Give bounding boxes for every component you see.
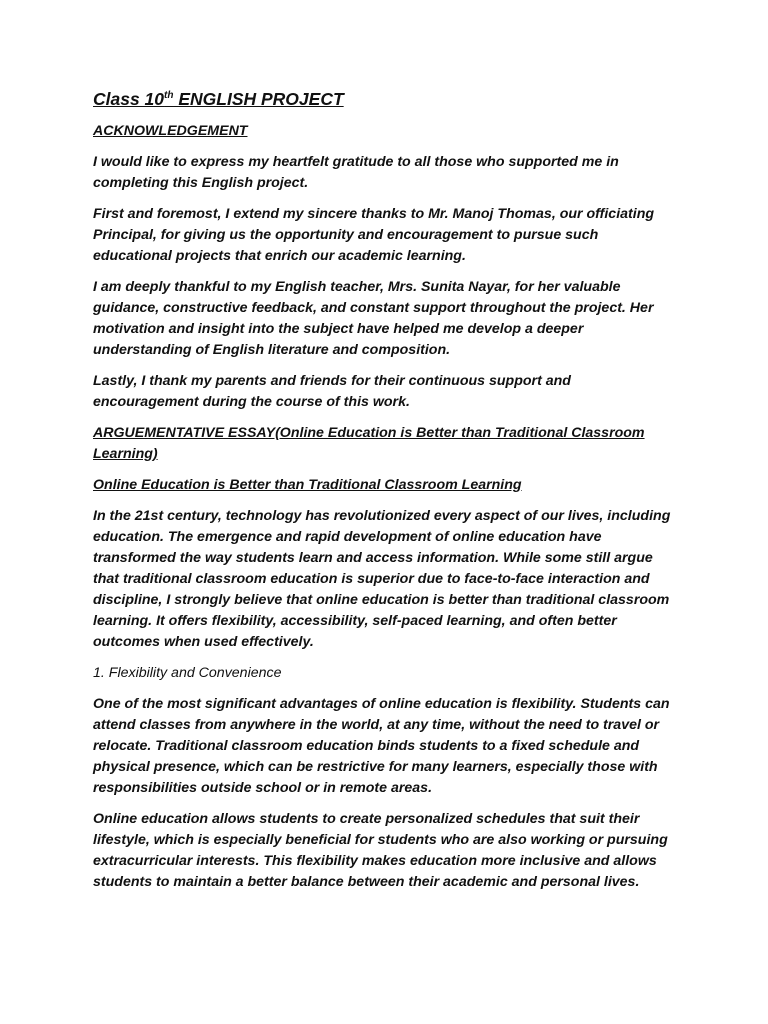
title-superscript: th <box>164 90 174 101</box>
title-suffix: ENGLISH PROJECT <box>173 89 344 109</box>
title-prefix: Class 10 <box>93 89 165 109</box>
acknowledgement-paragraph: I am deeply thankful to my English teacher, Mrs. Sunita Nayar, for her valuable guidance, constructive feedback, and constant support throughout the project. Her motivation and insight into the subject have helped me develop a deeper understanding of English literature and composition. <box>93 279 654 358</box>
acknowledgement-paragraph: Lastly, I thank my parents and friends for their continuous support and encouragement during the course of this work. <box>93 373 571 410</box>
acknowledgement-heading: ACKNOWLEDGEMENT <box>93 123 248 139</box>
essay-subtitle: Online Education is Better than Traditional Classroom Learning <box>93 477 522 493</box>
acknowledgement-paragraph: I would like to express my heartfelt gratitude to all those who supported me in completing this English project. <box>93 154 619 191</box>
section-paragraph: Online education allows students to create personalized schedules that suit their lifestyle, which is especially beneficial for students who are also working or pursuing extracurricular interests. This flexibility makes education more inclusive and allows students to maintain a better balance between their academic and personal lives. <box>93 811 668 890</box>
section-heading: 1. Flexibility and Convenience <box>93 665 282 681</box>
essay-heading: ARGUEMENTATIVE ESSAY(Online Education is Better than Traditional Classroom Learning) <box>93 425 645 462</box>
page-title <box>93 87 678 111</box>
section-paragraph: One of the most significant advantages of online education is flexibility. Students can attend classes from anywhere in the world, at any time, without the need to travel or relocate. Traditional classroom education binds students to a fixed schedule and physical presence, which can be restrictive for many learners, especially those with responsibilities outside school or in remote areas. <box>93 696 670 796</box>
acknowledgement-paragraph: First and foremost, I extend my sincere thanks to Mr. Manoj Thomas, our officiating Principal, for giving us the opportunity and encouragement to pursue such educational projects that enrich our academic learning. <box>93 206 655 264</box>
essay-intro-paragraph: In the 21st century, technology has revolutionized every aspect of our lives, including education. The emergence and rapid development of online education have transformed the way students learn and access information. While some still argue that traditional classroom education is superior due to face-to-face interaction and discipline, I strongly believe that online education is better than traditional classroom learning. It offers flexibility, accessibility, self-paced learning, and often better outcomes when used effectively. <box>93 508 671 650</box>
document-body <box>93 87 678 903</box>
